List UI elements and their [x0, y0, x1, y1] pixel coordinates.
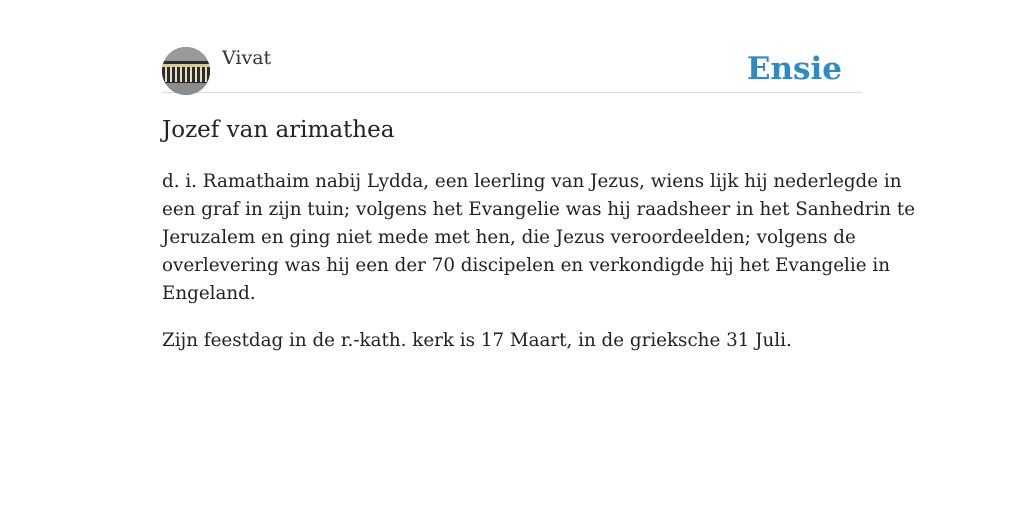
article-page [162, 0, 916, 351]
article-header [162, 0, 862, 93]
article-title: Jozef van arimathea [162, 117, 395, 143]
paragraph-line: een graf in zijn tuin; volgens het Evangelie was hij raadsheer in het Sanhedrin te [162, 199, 916, 220]
paragraph-line: overlevering was hij een der 70 discipelen en verkondigde hij het Evangelie in [162, 255, 890, 276]
article-body [162, 168, 916, 355]
paragraph-line: Jeruzalem en ging niet mede met hen, die Jezus veroordeelden; volgens de [162, 227, 856, 248]
paragraph-line: Engeland. [162, 283, 256, 304]
site-logo[interactable]: Ensie [746, 51, 842, 87]
paragraph-feastday: Zijn feestdag in de r.-kath. kerk is 17 Maart, in de grieksche 31 Juli. [162, 330, 792, 351]
avatar-photo-icon [162, 47, 210, 95]
author-avatar[interactable] [162, 47, 210, 95]
paragraph-line: d. i. Ramathaim nabij Lydda, een leerling van Jezus, wiens lijk hij nederlegde in [162, 171, 902, 192]
author-name[interactable]: Vivat [222, 47, 272, 69]
